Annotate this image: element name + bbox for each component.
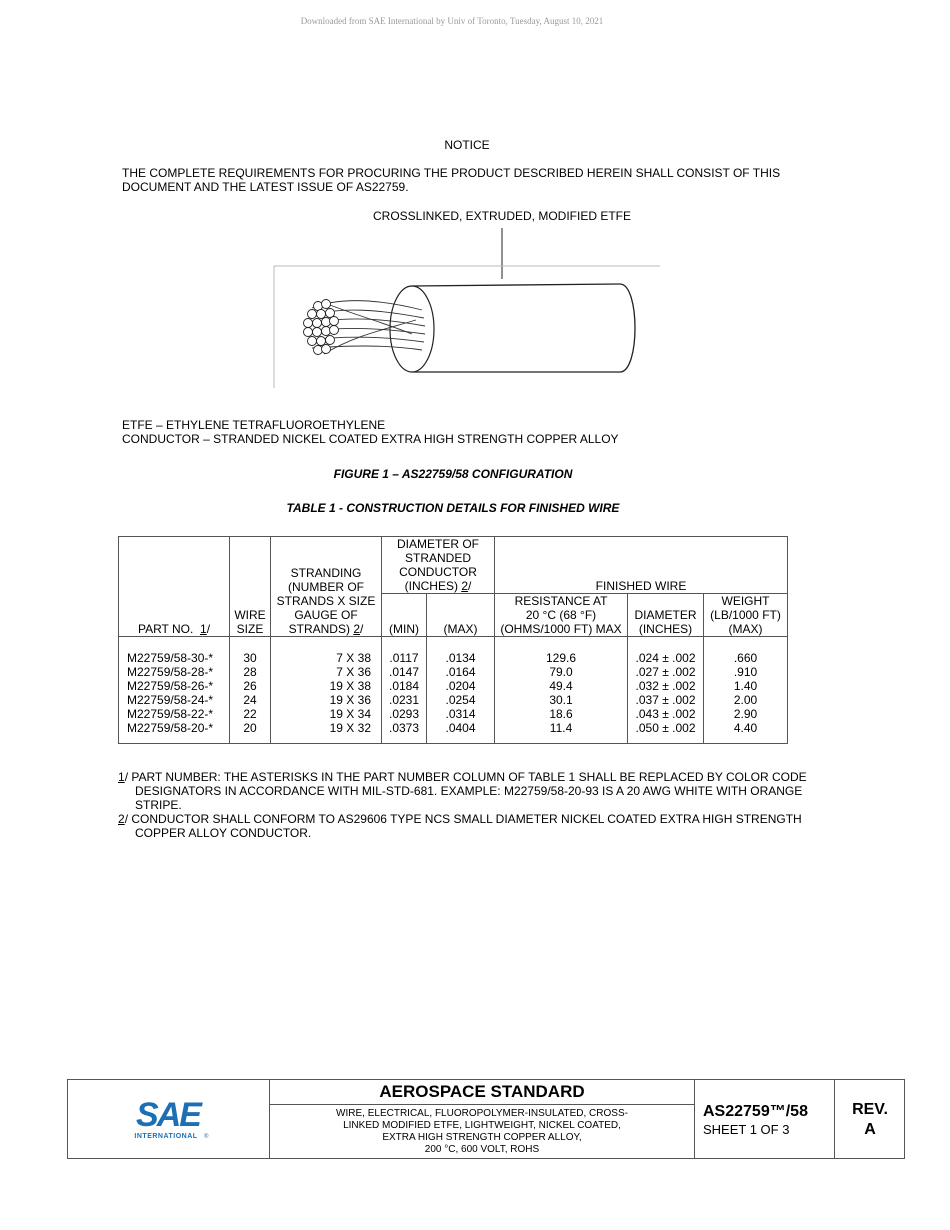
revision-value: A	[864, 1121, 876, 1138]
document-title: WIRE, ELECTRICAL, FLUOROPOLYMER-INSULATED, CROSS- LINKED MODIFIED ETFE, LIGHTWEIGHT, NICKEL COATED, EXTRA HIGH STRENGTH COPPER ALLOY, 200 °C, 600 VOLT, ROHS	[336, 1108, 628, 1155]
legend-conductor: CONDUCTOR – STRANDED NICKEL COATED EXTRA HIGH STRENGTH COPPER ALLOY	[122, 432, 619, 446]
sae-logo	[68, 1080, 270, 1158]
insulation-jacket	[390, 284, 635, 372]
header-finished-wire: FINISHED WIRE	[495, 537, 788, 594]
figure-legend	[122, 418, 619, 446]
footnotes	[118, 770, 818, 840]
col-dia-min: .0117 .0147 .0184 .0231 .0293 .0373	[382, 637, 427, 744]
document-number: AS22759™/58	[703, 1103, 808, 1120]
table-row	[119, 637, 788, 744]
header-weight: WEIGHT (LB/1000 FT) (MAX)	[704, 594, 788, 637]
sheet-number: SHEET 1 OF 3	[703, 1122, 790, 1137]
figure-caption: FIGURE 1 – AS22759/58 CONFIGURATION	[333, 467, 573, 481]
title-block-description-cell	[270, 1080, 695, 1158]
table-caption: TABLE 1 - CONSTRUCTION DETAILS FOR FINISHED WIRE	[286, 501, 620, 515]
header-conductor-diameter: DIAMETER OF STRANDED CONDUCTOR (INCHES) 2/	[382, 537, 495, 594]
revision-label: REV.	[852, 1101, 888, 1118]
header-wire-size: WIRE SIZE	[230, 537, 271, 637]
sae-logo-registered: ®	[204, 1134, 209, 1140]
header-max: (MAX)	[427, 594, 495, 637]
table-header-row-1	[119, 537, 788, 594]
col-stranding: 7 X 38 7 X 36 19 X 38 19 X 36 19 X 34 19 X 32	[271, 637, 382, 744]
col-weight: .660 .910 1.40 2.00 2.90 4.40	[704, 637, 788, 744]
strand-ends	[304, 300, 339, 355]
title-block-docnumber-cell	[695, 1080, 835, 1158]
header-part-no: PART NO. 1/	[119, 537, 230, 637]
legend-etfe: ETFE – ETHYLENE TETRAFLUOROETHYLENE	[122, 418, 386, 432]
standard-type: AEROSPACE STANDARD	[270, 1080, 694, 1105]
wire-illustration	[272, 226, 662, 391]
col-part-no: M22759/58-30-* M22759/58-28-* M22759/58-26-* M22759/58-24-* M22759/58-22-* M22759/58-20-*	[119, 637, 230, 744]
header-stranding: STRANDING (NUMBER OF STRANDS X SIZE GAUGE OF STRANDS) 2/	[271, 537, 382, 637]
sae-logo-sub: INTERNATIONAL	[134, 1133, 198, 1140]
title-block-revision-cell	[835, 1080, 905, 1158]
notice-body: THE COMPLETE REQUIREMENTS FOR PROCURING THE PRODUCT DESCRIBED HEREIN SHALL CONSIST OF THIS DOCUMENT AND THE LATEST ISSUE OF AS22759.	[122, 166, 781, 194]
col-dia-max: .0134 .0164 .0204 .0254 .0314 .0404	[427, 637, 495, 744]
col-wire-size: 30 28 26 24 22 20	[230, 637, 271, 744]
header-resistance: RESISTANCE AT 20 °C (68 °F) (OHMS/1000 FT) MAX	[495, 594, 628, 637]
footnote-2: 2/ CONDUCTOR SHALL CONFORM TO AS29606 TYPE NCS SMALL DIAMETER NICKEL COATED EXTRA HIGH STRENGTH COPPER ALLOY CONDUCTOR.	[118, 812, 802, 840]
title-block-logo-cell	[68, 1080, 270, 1158]
figure-callout-label: CROSSLINKED, EXTRUDED, MODIFIED ETFE	[372, 209, 632, 223]
revision	[835, 1100, 905, 1140]
col-resistance: 129.6 79.0 49.4 30.1 18.6 11.4	[495, 637, 628, 744]
title-block	[67, 1079, 905, 1159]
header-min: (MIN)	[382, 594, 427, 637]
construction-table	[118, 536, 788, 744]
notice-title: NOTICE	[444, 138, 490, 152]
header-diameter: DIAMETER (INCHES)	[628, 594, 704, 637]
footnote-1: 1/ PART NUMBER: THE ASTERISKS IN THE PART NUMBER COLUMN OF TABLE 1 SHALL BE REPLACED BY COLOR CODE DESIGNATORS IN ACCORDANCE WITH MIL-STD-681. EXAMPLE: M22759/58-20-93 IS A 20 AWG WHITE WITH ORANGE STRIPE.	[118, 770, 807, 812]
col-diameter: .024 ± .002 .027 ± .002 .032 ± .002 .037 ± .002 .043 ± .002 .050 ± .002	[628, 637, 704, 744]
sae-logo-mark: SAE	[136, 1096, 200, 1134]
download-watermark: Downloaded from SAE International by Univ of Toronto, Tuesday, August 10, 2021	[300, 16, 604, 26]
